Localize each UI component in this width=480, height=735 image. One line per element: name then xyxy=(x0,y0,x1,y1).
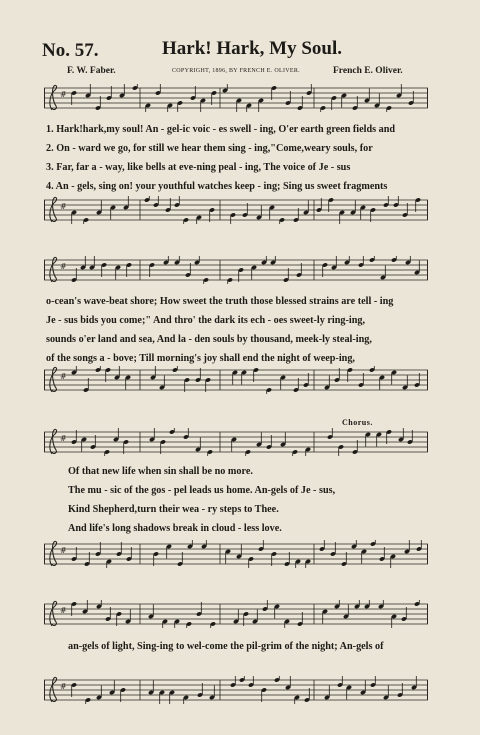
svg-text:#: # xyxy=(60,202,67,211)
bass-staff-4 xyxy=(44,676,428,704)
svg-text:#: # xyxy=(60,90,67,99)
composer-credit: French E. Oliver. xyxy=(333,66,403,76)
hymn-number: No. 57. xyxy=(42,40,99,61)
bass-staff-2 xyxy=(44,366,428,394)
copyright-notice: COPYRIGHT, 1896, BY FRENCH E. OLIVER. xyxy=(172,68,300,74)
svg-text:#: # xyxy=(60,546,67,555)
lyric-line: 1. Hark!hark,my soul! An - gel-ic voic - es swell - ing, O'er earth green fields and xyxy=(46,124,396,135)
lyric-line: The mu - sic of the gos - pel leads us home. An-gels of Je - sus, xyxy=(68,485,336,496)
svg-text:#: # xyxy=(60,262,67,271)
treble-staff-1 xyxy=(44,84,428,112)
lyric-line: 3. Far, far a - way, like bells at eve-ning peal - ing, The voice of Je - sus xyxy=(46,162,351,173)
lyric-line: Of that new life when sin shall be no more. xyxy=(68,466,253,477)
author-credit: F. W. Faber. xyxy=(67,66,116,76)
hymn-title: Hark! Hark, My Soul. xyxy=(162,38,342,59)
chorus-label: Chorus. xyxy=(342,418,373,427)
treble-staff-3 xyxy=(44,428,428,456)
svg-text:#: # xyxy=(60,606,67,615)
lyric-line: 2. On - ward we go, for still we hear them sing - ing,"Come,weary souls, for xyxy=(46,143,373,154)
svg-text:#: # xyxy=(60,434,67,443)
treble-staff-4 xyxy=(44,600,428,628)
lyric-line: Kind Shepherd,turn their wea - ry steps to Thee. xyxy=(68,504,279,515)
lyric-line: 4. An - gels, sing on! your youthful watches keep - ing; Sing us sweet fragments xyxy=(46,181,388,192)
lyric-line: Je - sus bids you come;" And thro' the dark its ech - oes sweet-ly ring-ing, xyxy=(46,315,366,326)
lyric-line: of the songs a - bove; Till morning's joy shall end the night of weep-ing, xyxy=(46,353,355,364)
lyric-line: an-gels of light, Sing-ing to wel-come the pil-grim of the night; An-gels of xyxy=(68,641,384,652)
lyric-line: o-cean's wave-beat shore; How sweet the truth those blessed strains are tell - ing xyxy=(46,296,394,307)
svg-text:#: # xyxy=(60,372,67,381)
bass-staff-3 xyxy=(44,540,428,568)
svg-text:#: # xyxy=(60,682,67,691)
treble-staff-2 xyxy=(44,256,428,284)
lyric-line: And life's long shadows break in cloud - less love. xyxy=(68,523,282,534)
bass-staff-1 xyxy=(44,196,428,224)
lyric-line: sounds o'er land and sea, And la - den souls by thousand, meek-ly steal-ing, xyxy=(46,334,372,345)
